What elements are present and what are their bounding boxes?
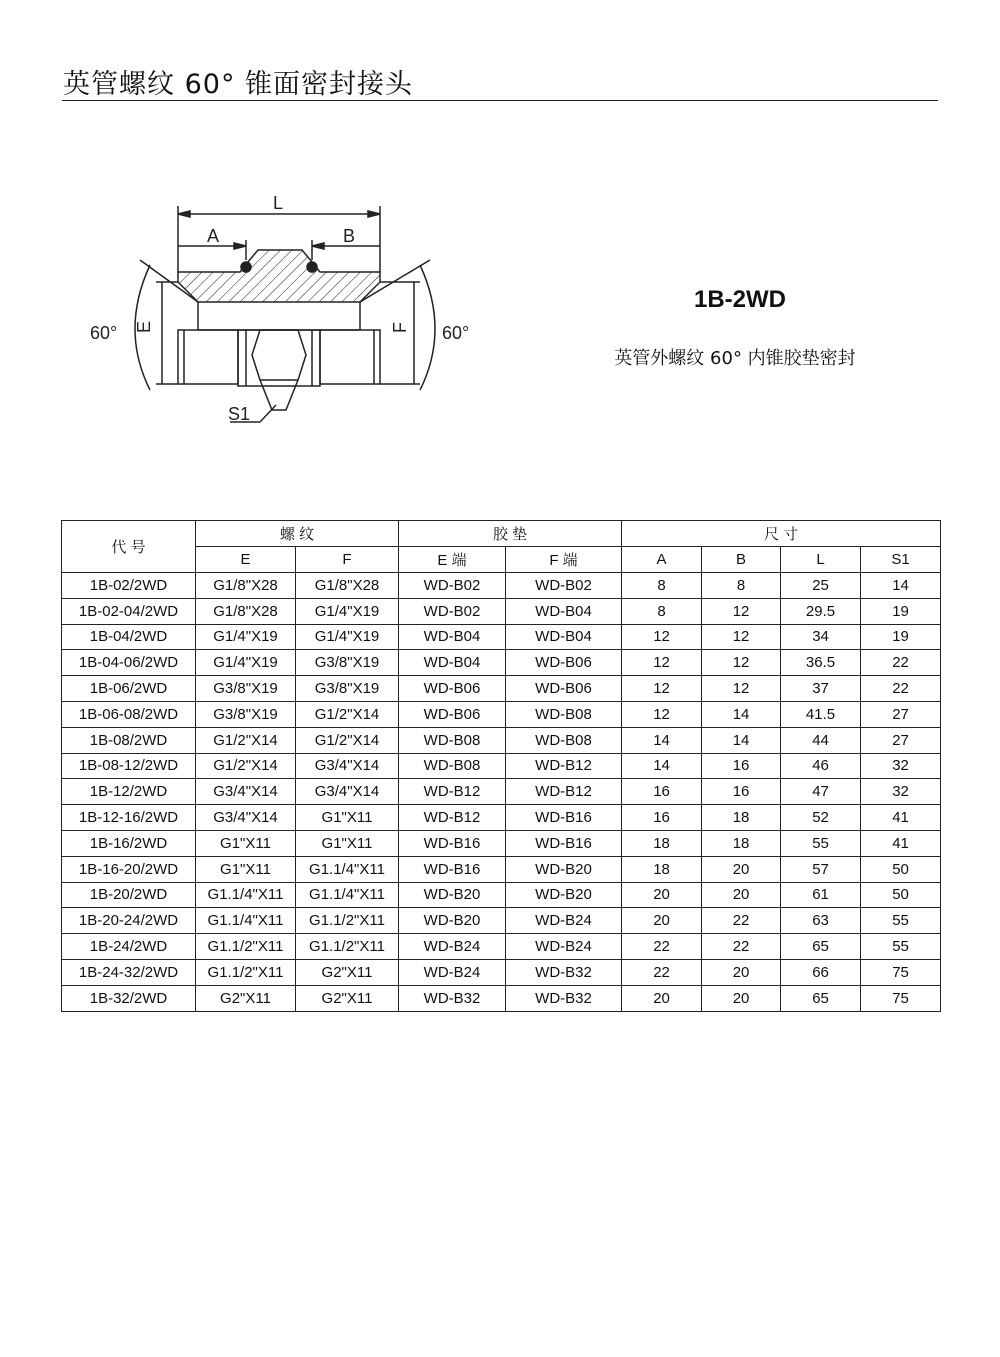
table-cell: WD-B16	[506, 830, 622, 856]
table-cell: 16	[622, 779, 702, 805]
table-cell: G1/4"X19	[196, 650, 296, 676]
table-cell: 29.5	[781, 598, 861, 624]
table-cell: G1"X11	[296, 830, 399, 856]
table-cell: WD-B24	[399, 934, 506, 960]
table-row	[62, 985, 941, 1011]
table-cell: G3/8"X19	[296, 676, 399, 702]
table-cell: 12	[702, 598, 781, 624]
table-cell: 61	[781, 882, 861, 908]
table-cell: 25	[781, 573, 861, 599]
table-row	[62, 676, 941, 702]
table-cell: 22	[622, 934, 702, 960]
table-cell: 44	[781, 727, 861, 753]
table-cell: WD-B08	[506, 701, 622, 727]
table-row	[62, 830, 941, 856]
table-cell: 63	[781, 908, 861, 934]
table-cell: G1/2"X14	[296, 701, 399, 727]
table-cell: 55	[861, 934, 941, 960]
table-cell: 66	[781, 959, 861, 985]
header-dimensions: 尺 寸	[622, 521, 941, 547]
table-cell: 16	[702, 753, 781, 779]
table-cell: G1.1/2"X11	[196, 959, 296, 985]
table-row	[62, 573, 941, 599]
table-cell: WD-B02	[506, 573, 622, 599]
table-cell: 1B-24-32/2WD	[62, 959, 196, 985]
table-cell: 12	[622, 676, 702, 702]
table-cell: 14	[622, 753, 702, 779]
table-cell: WD-B04	[506, 624, 622, 650]
table-cell: 1B-02/2WD	[62, 573, 196, 599]
table-cell: G1/2"X14	[296, 727, 399, 753]
table-row	[62, 882, 941, 908]
table-cell: WD-B08	[399, 727, 506, 753]
table-cell: 50	[861, 882, 941, 908]
table-row	[62, 650, 941, 676]
table-cell: 1B-20-24/2WD	[62, 908, 196, 934]
table-cell: G1.1/2"X11	[296, 908, 399, 934]
table-cell: G1/8"X28	[196, 573, 296, 599]
table-cell: 27	[861, 701, 941, 727]
table-cell: 1B-08-12/2WD	[62, 753, 196, 779]
table-cell: 1B-08/2WD	[62, 727, 196, 753]
table-cell: 1B-16-20/2WD	[62, 856, 196, 882]
table-cell: 22	[861, 676, 941, 702]
table-cell: 16	[702, 779, 781, 805]
table-cell: WD-B32	[506, 985, 622, 1011]
table-cell: 1B-16/2WD	[62, 830, 196, 856]
table-cell: 1B-24/2WD	[62, 934, 196, 960]
table-cell: 19	[861, 598, 941, 624]
table-cell: G2"X11	[296, 959, 399, 985]
label-angle-left: 60°	[90, 323, 118, 343]
subheader-f-end: F 端	[506, 547, 622, 573]
title-divider	[62, 100, 938, 101]
table-cell: 1B-12-16/2WD	[62, 805, 196, 831]
table-cell: 16	[622, 805, 702, 831]
table-cell: WD-B12	[506, 753, 622, 779]
table-cell: G1.1/4"X11	[196, 908, 296, 934]
table-cell: 22	[702, 908, 781, 934]
table-row	[62, 598, 941, 624]
table-cell: 1B-12/2WD	[62, 779, 196, 805]
header-gasket: 胶 垫	[399, 521, 622, 547]
table-cell: G1.1/4"X11	[296, 882, 399, 908]
table-cell: 1B-32/2WD	[62, 985, 196, 1011]
subheader-e-end: E 端	[399, 547, 506, 573]
table-cell: WD-B08	[506, 727, 622, 753]
table-cell: 57	[781, 856, 861, 882]
table-cell: G1"X11	[196, 830, 296, 856]
subheader-a: A	[622, 547, 702, 573]
table-cell: WD-B24	[506, 934, 622, 960]
table-cell: 55	[861, 908, 941, 934]
table-cell: 22	[861, 650, 941, 676]
table-row	[62, 727, 941, 753]
table-cell: 8	[702, 573, 781, 599]
table-cell: 19	[861, 624, 941, 650]
table-cell: G3/8"X19	[196, 701, 296, 727]
subheader-s1: S1	[861, 547, 941, 573]
table-cell: 32	[861, 753, 941, 779]
table-cell: 22	[622, 959, 702, 985]
header-code: 代 号	[62, 521, 196, 573]
table-cell: G2"X11	[296, 985, 399, 1011]
table-cell: WD-B06	[399, 676, 506, 702]
label-angle-right: 60°	[442, 323, 470, 343]
table-cell: 12	[702, 650, 781, 676]
table-cell: G3/8"X19	[196, 676, 296, 702]
table-cell: 34	[781, 624, 861, 650]
table-cell: 12	[702, 624, 781, 650]
subheader-e: E	[196, 547, 296, 573]
table-cell: 55	[781, 830, 861, 856]
table-cell: WD-B06	[399, 701, 506, 727]
table-cell: 18	[622, 856, 702, 882]
table-cell: G1.1/2"X11	[296, 934, 399, 960]
table-cell: 20	[622, 908, 702, 934]
table-cell: 12	[622, 701, 702, 727]
table-cell: 20	[702, 882, 781, 908]
table-cell: G1"X11	[196, 856, 296, 882]
table-cell: 20	[702, 985, 781, 1011]
table-cell: G1.1/4"X11	[196, 882, 296, 908]
table-cell: 1B-04/2WD	[62, 624, 196, 650]
table-cell: 20	[622, 985, 702, 1011]
table-cell: 8	[622, 573, 702, 599]
subheader-f: F	[296, 547, 399, 573]
table-cell: 1B-06/2WD	[62, 676, 196, 702]
table-cell: WD-B24	[399, 959, 506, 985]
table-cell: WD-B12	[399, 779, 506, 805]
table-cell: 14	[702, 701, 781, 727]
subheader-l: L	[781, 547, 861, 573]
table-cell: WD-B20	[399, 882, 506, 908]
table-cell: 65	[781, 934, 861, 960]
product-code: 1B-2WD	[693, 286, 786, 313]
table-cell: G1/4"X19	[296, 624, 399, 650]
table-cell: G1/2"X14	[196, 727, 296, 753]
product-description: 英管外螺纹 60° 内锥胶垫密封	[614, 348, 856, 369]
table-cell: G1"X11	[296, 805, 399, 831]
table-cell: 41	[861, 830, 941, 856]
table-cell: 14	[861, 573, 941, 599]
table-row	[62, 908, 941, 934]
table-cell: 27	[861, 727, 941, 753]
table-row	[62, 753, 941, 779]
table-cell: WD-B16	[399, 830, 506, 856]
table-row	[62, 934, 941, 960]
table-cell: WD-B04	[399, 624, 506, 650]
table-cell: 37	[781, 676, 861, 702]
table-row	[62, 779, 941, 805]
table-cell: G1/4"X19	[196, 624, 296, 650]
table-row	[62, 624, 941, 650]
table-cell: 46	[781, 753, 861, 779]
table-cell: G1/8"X28	[296, 573, 399, 599]
table-cell: WD-B20	[506, 856, 622, 882]
table-cell: 1B-20/2WD	[62, 882, 196, 908]
table-cell: G1.1/4"X11	[296, 856, 399, 882]
table-row	[62, 701, 941, 727]
table-cell: WD-B24	[506, 908, 622, 934]
table-cell: 14	[622, 727, 702, 753]
table-cell: 18	[622, 830, 702, 856]
table-cell: G3/4"X14	[296, 753, 399, 779]
table-row	[62, 805, 941, 831]
table-cell: 41.5	[781, 701, 861, 727]
table-cell: WD-B06	[506, 650, 622, 676]
table-cell: WD-B32	[399, 985, 506, 1011]
spec-table	[61, 520, 941, 1012]
table-row	[62, 856, 941, 882]
table-cell: 12	[702, 676, 781, 702]
table-cell: WD-B04	[506, 598, 622, 624]
page-title: 英管螺纹 60° 锥面密封接头	[63, 69, 414, 100]
table-row	[62, 959, 941, 985]
table-cell: G3/4"X14	[196, 779, 296, 805]
table-cell: WD-B16	[399, 856, 506, 882]
table-cell: 22	[702, 934, 781, 960]
table-cell: G2"X11	[196, 985, 296, 1011]
label-F: F	[390, 322, 410, 333]
table-cell: 18	[702, 830, 781, 856]
table-cell: 1B-04-06/2WD	[62, 650, 196, 676]
table-cell: 8	[622, 598, 702, 624]
table-cell: G1/8"X28	[196, 598, 296, 624]
table-cell: WD-B32	[506, 959, 622, 985]
table-cell: G3/4"X14	[196, 805, 296, 831]
table-cell: WD-B02	[399, 573, 506, 599]
table-cell: WD-B12	[399, 805, 506, 831]
table-cell: 41	[861, 805, 941, 831]
table-cell: G3/8"X19	[296, 650, 399, 676]
table-cell: 32	[861, 779, 941, 805]
table-cell: 20	[702, 959, 781, 985]
label-L: L	[273, 193, 284, 213]
label-A: A	[207, 226, 220, 246]
table-cell: 52	[781, 805, 861, 831]
table-cell: 36.5	[781, 650, 861, 676]
table-cell: WD-B04	[399, 650, 506, 676]
label-S1: S1	[228, 404, 251, 424]
table-cell: WD-B20	[399, 908, 506, 934]
header-thread: 螺 纹	[196, 521, 399, 547]
label-E: E	[134, 320, 154, 333]
table-cell: 20	[702, 856, 781, 882]
table-cell: 12	[622, 650, 702, 676]
table-cell: 65	[781, 985, 861, 1011]
table-cell: G3/4"X14	[296, 779, 399, 805]
table-cell: 18	[702, 805, 781, 831]
fitting-drawing	[80, 190, 500, 440]
table-cell: 14	[702, 727, 781, 753]
table-cell: G1/2"X14	[196, 753, 296, 779]
table-cell: WD-B20	[506, 882, 622, 908]
table-cell: 50	[861, 856, 941, 882]
table-cell: 1B-02-04/2WD	[62, 598, 196, 624]
table-cell: 75	[861, 985, 941, 1011]
table-cell: G1.1/2"X11	[196, 934, 296, 960]
table-cell: 1B-06-08/2WD	[62, 701, 196, 727]
table-cell: 75	[861, 959, 941, 985]
label-B: B	[343, 226, 356, 246]
table-cell: 47	[781, 779, 861, 805]
table-cell: WD-B12	[506, 779, 622, 805]
table-cell: WD-B02	[399, 598, 506, 624]
table-cell: 20	[622, 882, 702, 908]
table-cell: 12	[622, 624, 702, 650]
subheader-b: B	[702, 547, 781, 573]
table-cell: WD-B08	[399, 753, 506, 779]
table-cell: WD-B06	[506, 676, 622, 702]
table-cell: WD-B16	[506, 805, 622, 831]
table-cell: G1/4"X19	[296, 598, 399, 624]
